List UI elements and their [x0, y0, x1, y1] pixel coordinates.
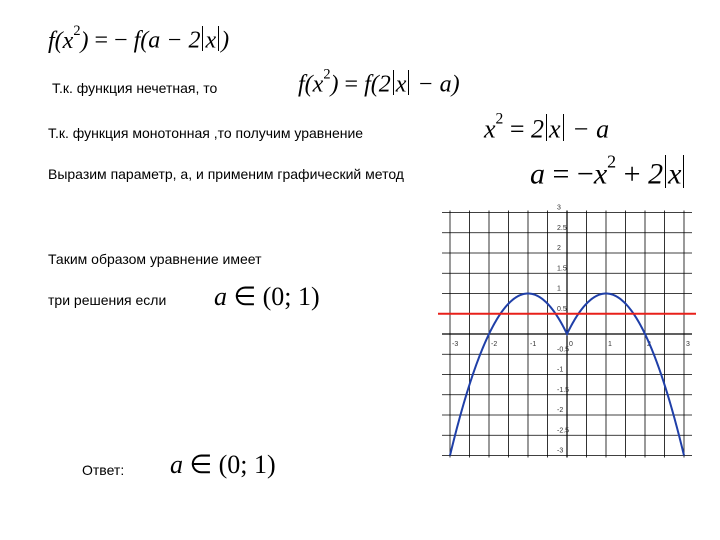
parabola-chart	[428, 200, 718, 475]
y-tick-label: -1	[557, 366, 564, 374]
x-tick-label: 1	[608, 341, 612, 348]
x-tick-label: -1	[530, 341, 537, 348]
x-tick-label: 3	[686, 341, 690, 348]
y-tick-label: 3	[557, 204, 561, 212]
y-tick-label: 2.5	[557, 224, 567, 232]
text-line-1: Т.к. функция нечетная, то	[52, 80, 218, 96]
text-line-2: Т.к. функция монотонная ,то получим уравнение	[48, 125, 364, 141]
x-tick-label: -3	[452, 341, 459, 348]
y-tick-label: -2	[557, 407, 564, 414]
text-line-3: Выразим параметр, а, и применим графический метод	[48, 166, 404, 182]
formula-4: $a = -x^2 + 2$ x	[530, 155, 686, 192]
y-tick-label: 0.5	[557, 305, 567, 313]
chart-ticks	[452, 205, 690, 455]
y-tick-label: 1	[557, 285, 561, 293]
answer-label: Ответ:	[82, 462, 125, 478]
formula-2: $f(x^2) = f(2$ x − a)	[298, 66, 460, 98]
y-tick-label: -1.5	[557, 386, 570, 394]
formula-3: $x^2 = 2$ x − a	[484, 110, 610, 144]
formula-1-lhs: $f(x^2)$	[48, 22, 89, 54]
text-line-5: три решения если	[48, 292, 167, 308]
y-tick-label: 1.5	[557, 265, 567, 273]
y-tick-label: 2	[557, 245, 561, 252]
x-tick-label: -2	[491, 341, 498, 348]
formula-1: $f(x^2)$ = − f(a − 2 x )	[48, 22, 230, 54]
answer-formula: a ∈ (0; 1)	[170, 450, 276, 479]
y-tick-label: -2.5	[557, 427, 570, 435]
formula-5: a ∈ (0; 1)	[214, 282, 320, 311]
x-tick-label: 0	[569, 341, 573, 348]
x-tick-label: 2	[647, 341, 651, 348]
y-tick-label: -0.5	[557, 346, 570, 354]
text-line-4: Таким образом уравнение имеет	[48, 251, 262, 267]
y-tick-label: -3	[557, 447, 564, 455]
